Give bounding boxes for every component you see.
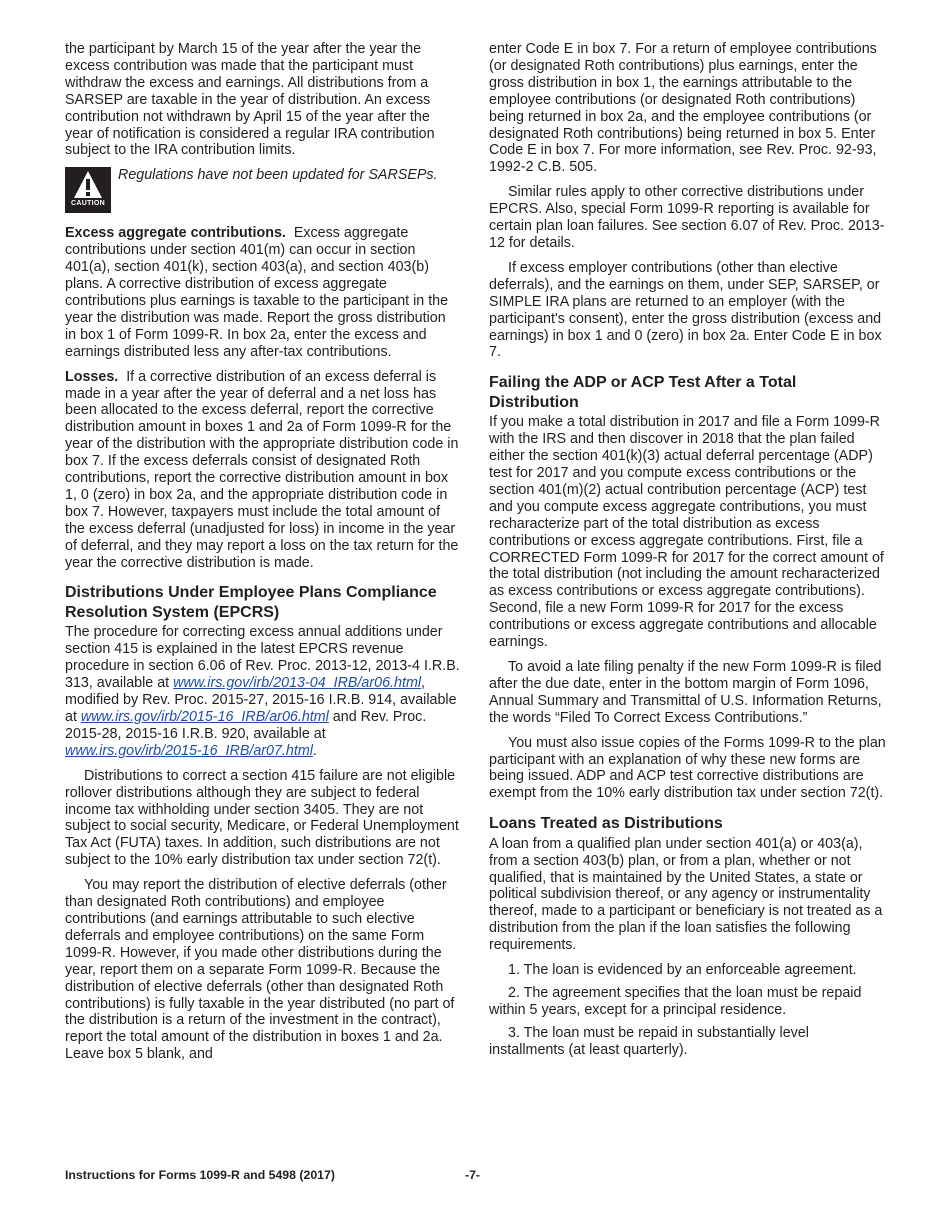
footer-title: Instructions for Forms 1099-R and 5498 (2017) [65, 1168, 335, 1182]
excess-aggregate-paragraph [65, 225, 460, 360]
epcrs-text-3: and Rev. Proc. 2015-28, 2015-16 I.R.B. 920, available at [65, 709, 427, 742]
employer-contributions-paragraph: If excess employer contributions (other than elective deferrals), and the earnings on them, under SEP, SARSEP, or SIMPLE IRA plans are returned to an employer (with the participant's consent), enter the gross distribution (excess and earnings) in box 1 and 0 (zero) in box 2a. Enter Code E in box 7. [489, 259, 882, 361]
caution-text: Regulations have not been updated for SARSEPs. [118, 167, 438, 184]
epcrs-text-1: The procedure for correcting excess annual additions under section 415 is explained in the latest EPCRS revenue procedure in section 6.06 of Rev. Proc. 2013-12, 2013-4 I.R.B. 313, available at [65, 624, 460, 692]
epcrs-text-2: , modified by Rev. Proc. 2015-27, 2015-16 I.R.B. 914, available at [65, 675, 457, 725]
epcrs-heading: Distributions Under Employee Plans Compliance Resolution System (EPCRS) [65, 584, 437, 621]
similar-rules-paragraph: Similar rules apply to other corrective distributions under EPCRS. Also, special Form 1099-R reporting is available for certain plan loan failures. See section 6.07 of Rev. Proc. 2013-12 for details. [489, 184, 885, 251]
epcrs-paragraph-3: You may report the distribution of elective deferrals (other than designated Roth contributions) and employee contributions (and earnings attributable to such elective deferrals and employee contributions) on the same Form 1099-R. However, if you made other distributions during the year, report them on a separate Form 1099-R. Because the distribution of elective deferrals (other than designated Roth contributions) is fully taxable in the year distributed (no part of the distribution is a return of the investment in the contract), report the total amount of the distribution in boxes 1 and 2a. Leave box 5 blank, and [65, 877, 455, 1063]
irs-link-2013-04[interactable]: www.irs.gov/irb/2013-04_IRB/ar06.html [173, 675, 422, 692]
warning-triangle-icon [73, 170, 103, 200]
epcrs-paragraph-1 [65, 624, 460, 759]
adp-paragraph-2: To avoid a late filing penalty if the new Form 1099-R is filed after the due date, enter in the bottom margin of Form 1096, Annual Summary and Transmittal of U.S. Information Returns, the words “Filed To Correct Excess Contributions.” [489, 659, 882, 726]
losses-text: If a corrective distribution of an excess deferral is made in a year after the year of deferral and a net loss has been allocated to the excess deferral, report the corrective distribution amount in boxes 1 and 2a of Form 1099-R for the year of the distribution with the appropriate distribution code in box 7. If the excess deferrals consist of designated Roth contributions, report the corrective distribution amount in box 1, 0 (zero) in box 2a, and the appropriate distribution code in box 7. However, taxpayers must include the total amount of the excess deferral (unadjusted for loss) in income in the year of deferral, and they may report a loss on the tax return for the year the corrective distribution is made. [65, 368, 459, 571]
intro-paragraph: the participant by March 15 of the year after the year the excess contribution was made that the participant must withdraw the excess and earnings. All distributions from a SARSEP are taxable in the year of distribution. An excess contribution not withdrawn by April 15 of the year after the year of notification is considered a regular IRA contribution subject to the IRA contribution limits. [65, 41, 435, 159]
left-column [65, 41, 460, 1071]
page-number: -7- [465, 1168, 481, 1182]
losses-runin: Losses. [65, 368, 119, 385]
caution-label: CAUTION [71, 200, 105, 208]
adp-paragraph-3: You must also issue copies of the Forms 1099-R to the plan participant with an explanation of why these new forms are being issued. ADP and ACP test corrective distributions are exempt from the 10% early distribution tax under section 72(t). [489, 734, 886, 802]
right-column [489, 41, 887, 1065]
adp-paragraph-1: If you make a total distribution in 2017 and file a Form 1099-R with the IRS and then discover in 2018 that the plan failed either the section 401(k)(3) actual deferral percentage (ADP) test for 2017 and you compute excess contributions or the section 401(m)(2) actual contribution percentage (ACP) test and you compute excess aggregate contributions, you must recharacterize part of the total distribution as excess contributions or excess aggregate contributions. First, file a CORRECTED Form 1099-R for 2017 for the correct amount of the total distribution (not including the amount recharacterized as excess contributions or excess aggregate contributions). Second, file a new Form 1099-R for 2017 for the excess contributions or excess aggregate contributions and allocable earnings. [489, 414, 884, 651]
list-item: 3. The loan must be repaid in substantially level installments (at least quarterly). [489, 1024, 809, 1058]
adp-acp-heading: Failing the ADP or ACP Test After a Total Distribution [489, 374, 797, 411]
loan-requirements-list [489, 962, 887, 1059]
irs-link-2015-16-ar06[interactable]: www.irs.gov/irb/2015-16_IRB/ar06.html [80, 709, 329, 725]
loans-paragraph: A loan from a qualified plan under section 401(a) or 403(a), from a section 403(b) plan, or from a plan, whether or not qualified, that is maintained by the United States, a state or political subdivision thereof, or any agency or instrumentality thereof, made to a participant or beneficiary is not treated as a distribution from the plan if the loan satisfies the following requirements. [489, 835, 883, 954]
epcrs-text-4: . [312, 742, 317, 759]
list-item: 1. The loan is evidenced by an enforceable agreement. [508, 962, 857, 979]
epcrs-paragraph-2: Distributions to correct a section 415 failure are not eligible rollover distributions although they are subject to federal income tax withholding under section 3405. They are not subject to social security, Medicare, or Federal Unemployment Tax Act (FUTA) taxes. In addition, such distributions are not subject to the 10% early distribution tax under section 72(t). [65, 767, 459, 869]
caution-note [65, 167, 460, 213]
losses-paragraph [65, 369, 460, 572]
continued-paragraph: enter Code E in box 7. For a return of employee contributions (or designated Roth contributions) plus earnings, enter the gross distribution in box 1, the earnings attributable to the employee contributions (or designated Roth contributions) being returned in box 2a, and the employee contributions (or designated Roth contributions) being returned in box 5. Enter Code E in box 7. For more information, see Rev. Proc. 92-93, 1992-2 C.B. 505. [489, 41, 877, 176]
excess-aggregate-text: Excess aggregate contributions under section 401(m) can occur in section 401(a), section 401(k), section 403(a), and section 403(b) plans. A corrective distribution of excess aggregate contributions plus earnings is taxable to the participant in the year the distribution was made. Report the gross distribution in box 1 of Form 1099-R. In box 2a, enter the excess and earnings distributed less any after-tax contributions. [65, 225, 449, 360]
caution-icon [65, 167, 111, 213]
excess-aggregate-runin: Excess aggregate contributions. [65, 225, 286, 242]
list-item: 2. The agreement specifies that the loan must be repaid within 5 years, except for a principal residence. [489, 985, 862, 1018]
irs-link-2015-16-ar07[interactable]: www.irs.gov/irb/2015-16_IRB/ar07.html [65, 742, 313, 759]
loans-heading: Loans Treated as Distributions [489, 815, 723, 833]
